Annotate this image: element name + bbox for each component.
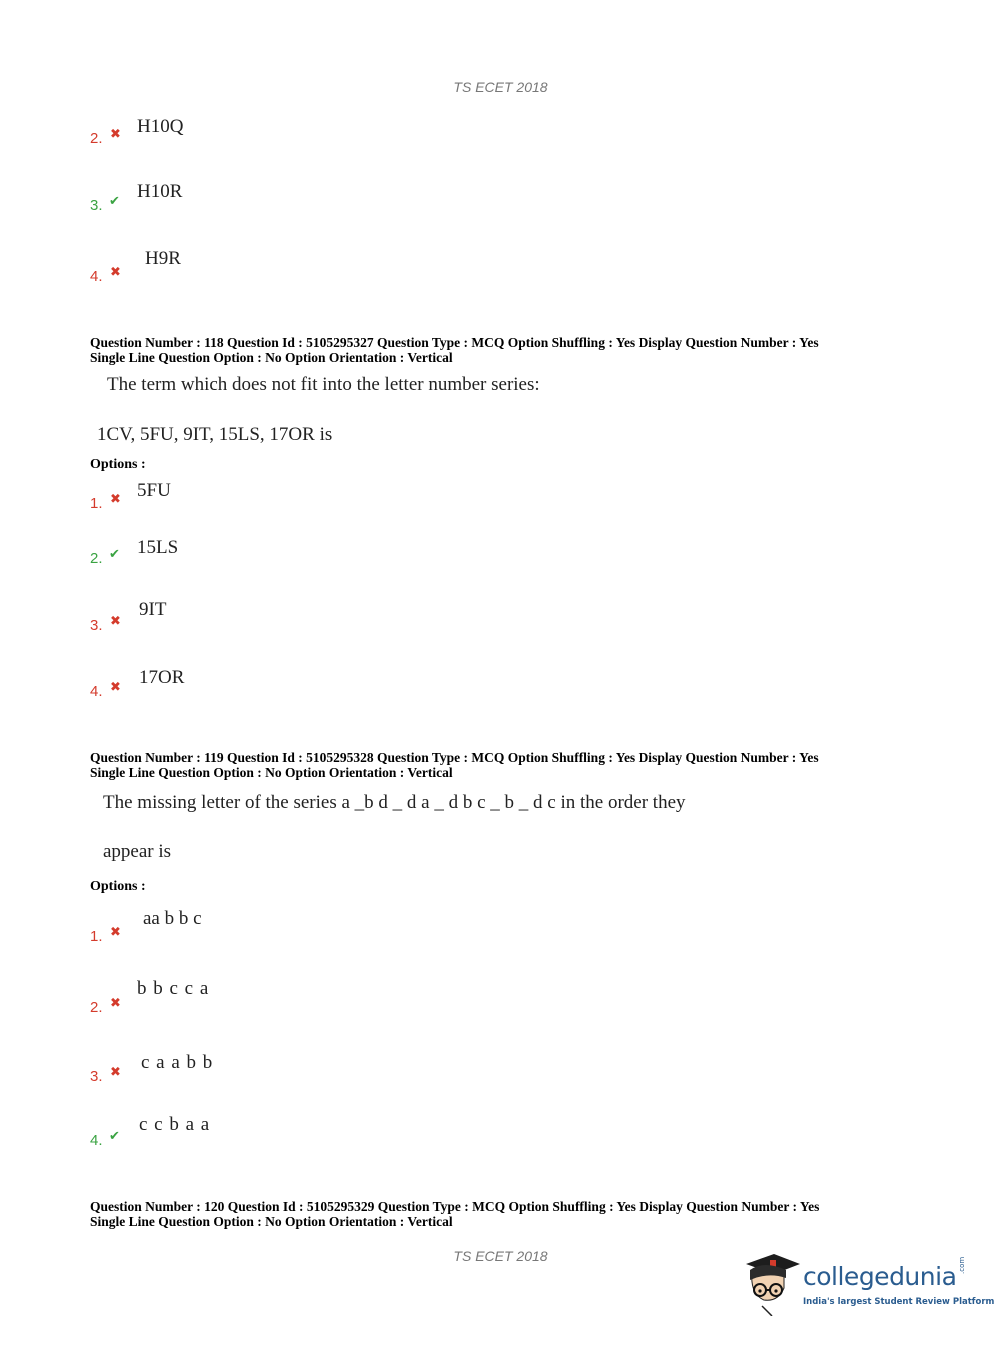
cross-icon: ✖	[110, 127, 121, 142]
option-number: 4.	[90, 1132, 103, 1149]
page-footer: TS ECET 2018	[453, 1248, 548, 1264]
option-text[interactable]: c a a b b	[141, 1052, 214, 1073]
option-number: 3.	[90, 1068, 103, 1085]
check-icon: ✔	[109, 1129, 120, 1144]
collegedunia-logo-text[interactable]: collegedunia	[803, 1262, 957, 1291]
question-text: 1CV, 5FU, 9IT, 15LS, 17OR is	[97, 424, 333, 445]
question-meta: Single Line Question Option : No Option Orientation : Vertical	[90, 1214, 453, 1229]
cross-icon: ✖	[110, 680, 121, 695]
question-meta: Question Number : 119 Question Id : 5105295328 Question Type : MCQ Option Shuffling : Yes Display Question Number : Yes	[90, 750, 819, 765]
option-text[interactable]: c c b a a	[139, 1114, 211, 1135]
option-number: 1.	[90, 495, 103, 512]
check-icon: ✔	[109, 547, 120, 562]
question-meta: Question Number : 120 Question Id : 5105295329 Question Type : MCQ Option Shuffling : Yes Display Question Number : Yes	[90, 1199, 820, 1214]
check-icon: ✔	[109, 194, 120, 209]
option-text[interactable]: 15LS	[137, 537, 179, 558]
option-number: 2.	[90, 550, 103, 567]
option-number: 2.	[90, 130, 103, 147]
option-text: H10R	[137, 181, 183, 202]
option-text[interactable]: 5FU	[137, 480, 171, 501]
cross-icon: ✖	[110, 925, 121, 940]
option-number: 3.	[90, 617, 103, 634]
option-text: H10Q	[137, 116, 184, 137]
option-text[interactable]: 9IT	[139, 599, 167, 620]
option-number: 2.	[90, 999, 103, 1016]
option-text: H9R	[145, 248, 181, 269]
options-label: Options :	[90, 457, 146, 472]
question-text: appear is	[103, 841, 172, 862]
question-meta: Single Line Question Option : No Option Orientation : Vertical	[90, 765, 453, 780]
option-number: 3.	[90, 197, 103, 214]
cross-icon: ✖	[110, 265, 121, 280]
question-meta: Single Line Question Option : No Option Orientation : Vertical	[90, 350, 453, 365]
option-number: 1.	[90, 928, 103, 945]
question-text: The term which does not fit into the letter number series:	[107, 374, 540, 395]
option-number: 4.	[90, 683, 103, 700]
options-label: Options :	[90, 879, 146, 894]
option-text[interactable]: b b c c a	[137, 978, 210, 999]
question-meta: Question Number : 118 Question Id : 5105295327 Question Type : MCQ Option Shuffling : Yes Display Question Number : Yes	[90, 335, 819, 350]
cross-icon: ✖	[110, 614, 121, 629]
cross-icon: ✖	[110, 996, 121, 1011]
option-number: 4.	[90, 268, 103, 285]
collegedunia-domain: .com	[958, 1256, 966, 1274]
question-text: The missing letter of the series a _b d _ d a _ d b c _ b _ d c in the order they	[103, 792, 686, 813]
option-text[interactable]: aa b b c	[143, 908, 202, 929]
page-header: TS ECET 2018	[453, 79, 548, 95]
collegedunia-mascot-icon	[742, 1250, 800, 1316]
collegedunia-tagline: India's largest Student Review Platform	[803, 1297, 995, 1307]
option-text[interactable]: 17OR	[139, 667, 185, 688]
cross-icon: ✖	[110, 1065, 121, 1080]
cross-icon: ✖	[110, 492, 121, 507]
